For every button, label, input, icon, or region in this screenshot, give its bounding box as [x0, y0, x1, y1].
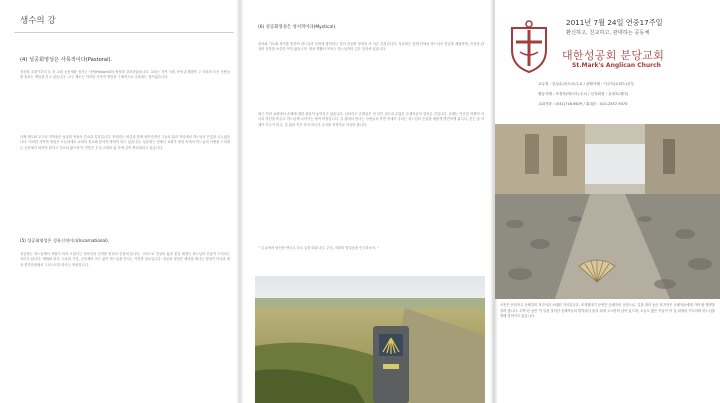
church-crest-icon: [508, 18, 550, 74]
photo-pilgrim-street: [495, 124, 720, 299]
divider: [14, 32, 234, 33]
paragraph: 최근 여러 교회에서 순례에 대한 관심이 높아지고 있습니다. 산티아고 순례길은 천 년이 넘도록 수많은 순례자들이 걸어온 길입니다. 순례는 단순한 여행이 아니라 자신을 비우고 하느님께 나아가는 영적 여정입니다. 길 위에서 만나는 사람들과 자연 속에서 우리는 하느님의 은총을 새롭게 발견하게 됩니다. 걷는 것 자체가 기도가 되고, 길 위의 작은 표지 하나가 우리를 목적지로 이끌어 줍니다.: [258, 112, 484, 127]
section-title: 생수의 강: [20, 16, 56, 26]
service-date: 2011년 7월 24일 연중17주일: [566, 18, 663, 27]
quote: " 길 위에서 당신을 만나고 다시 길을 떠납니다. 주님, 저희의 발걸음을 인도하소서. ": [258, 246, 379, 250]
road-image: [255, 276, 485, 403]
church-name: 대한성공회 분당교회: [562, 49, 665, 62]
paragraph: 성서와 기도와 성사를 통하여 하느님의 신비에 참여하는 것이 성공회 영성의 또 다른 특징입니다. 성공회는 전례 안에서 하느님의 현존을 체험하며, 묵상과 관상의 전통을 소중히 여겨 왔습니다. 영성 생활의 목표는 하느님과의 깊은 일치에 있습니다.: [258, 42, 484, 52]
paragraph: 성공회는 하느님께서 사람이 되어 오셨다는 성육신의 신비를 영성의 중심에 둡니다. 그러므로 일상의 삶과 물질 세계는 하느님의 은총이 드러나는 자리가 됩니다. 예배와 성사, 노동과 가정, 공동체의 모든 삶이 하느님을 만나는 거룩한 장소입니다. 성공회 영성은 세상을 떠나는 영성이 아니라 세상 한가운데에서 그리스도를 따르는 영성입니다.: [20, 252, 230, 267]
heading-incarnational: (5) 성공회영성은 성육신적이다(Incarnational).: [20, 238, 110, 243]
paragraph: 사제 제도와 교구의 지역성은 성공회 영성의 중요한 특징입니다. 목회자는 회중과 함께 살아가면서 그들의 삶의 자리에서 하느님의 은총을 나누었습니다. 이러한 사목적 영성은 오늘날에도 교회의 선교와 봉사의 바탕이 되고 있습니다. 성공회는 언제나 교회가 세상 속에서 하느님의 사랑을 드러내는 공동체가 되어야 한다고 가르쳐 왔으며 이 전통은 우리 교회의 삶 속에 깊이 뿌리내리고 있습니다.: [20, 135, 230, 150]
photo-caption: 사진은 산티아고 순례길의 표지석과 오래된 거리입니다. 조개껍데기 문양은 순례자의 상징으로, 길을 따라 놓인 표지석은 순례자들에게 가야 할 방향을 알려 줍니다. 수백 년 동안 이 길을 걸어간 순례자들의 발자취가 돌길 위에 고스란히 남아 있으며, 오늘도 많은 이들이 이 길 위에서 기도하며 하느님을 향해 걸어가고 있습니다.: [500, 303, 715, 319]
church-name-english: St.Mark's Anglican Church: [572, 62, 661, 69]
heading-mystical: (6) 성공회영성은 성서적이다(Mystical).: [258, 25, 337, 30]
heading-pastoral: (4) 성공회영성은 사목적이다(Pastoral).: [20, 57, 113, 63]
church-motto: 환신하고, 친교하고, 관대하는 공동체: [566, 30, 650, 36]
photo-camino-road: [255, 276, 485, 403]
clergy-info: 교무정 : 김성수(마르코)주교 / 관할사제 : 이주익(로버트)신부: [538, 82, 634, 86]
page-fold: [236, 0, 244, 403]
clergy-info: 협동사제 : 조정자(에스더) 수녀 / 신자회장 : 유정호(데미): [538, 92, 629, 96]
contact-info: 교회전화 : (031)716-6679 / 휴대폰 : 010-2557-9375: [538, 102, 628, 106]
paragraph: 성공회 초창기부터 늘 본 교회 공동체를 섬기는 사목(Pastoral)의 영성을 강조하였습니다. 교회는 지역 사회 속에 존재하며 그 사회의 모든 사람들을 돌보는 책임을 지고 있습니다. 교구 제도는 이러한 사목적 책임을 구체적으로 나타내는 것이었습니다.: [20, 70, 230, 80]
street-image: [495, 124, 720, 299]
